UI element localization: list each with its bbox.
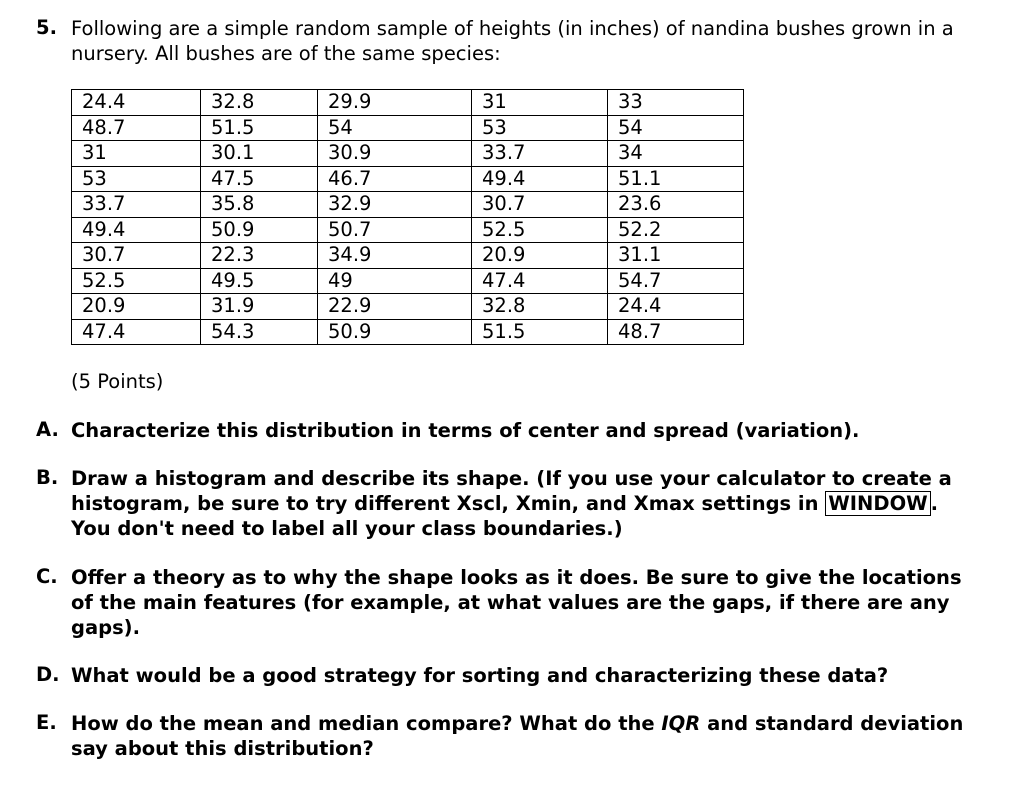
part-e-text-1: How do the mean and median compare? What do the (71, 712, 662, 735)
table-cell: 54 (318, 115, 472, 141)
table-cell: 22.9 (318, 294, 472, 320)
table-row (72, 90, 744, 116)
table-cell: 53 (72, 166, 201, 192)
table-row (72, 268, 744, 294)
table-row (72, 294, 744, 320)
table-row (72, 217, 744, 243)
table-cell: 52.5 (472, 217, 608, 243)
table-cell: 53 (472, 115, 608, 141)
table-cell: 51.5 (472, 319, 608, 345)
table-cell: 20.9 (472, 243, 608, 269)
table-row (72, 115, 744, 141)
table-row (72, 166, 744, 192)
table-cell: 32.9 (318, 192, 472, 218)
part-a-letter: A. (36, 418, 59, 441)
table-cell: 35.8 (201, 192, 318, 218)
table-cell: 24.4 (608, 294, 744, 320)
table-cell: 31.1 (608, 243, 744, 269)
window-boxed-term: WINDOW (825, 491, 930, 516)
part-e-text (71, 711, 971, 761)
table-cell: 20.9 (72, 294, 201, 320)
table-cell: 30.7 (72, 243, 201, 269)
table-row (72, 192, 744, 218)
table-cell: 30.7 (472, 192, 608, 218)
table-cell: 23.6 (608, 192, 744, 218)
table-cell: 51.1 (608, 166, 744, 192)
table-cell: 52.2 (608, 217, 744, 243)
table-cell: 30.9 (318, 141, 472, 167)
table-cell: 49 (318, 268, 472, 294)
table-row (72, 243, 744, 269)
table-cell: 31 (72, 141, 201, 167)
table-cell: 32.8 (472, 294, 608, 320)
table-cell: 50.7 (318, 217, 472, 243)
table-cell: 49.4 (72, 217, 201, 243)
question-number: 5. (36, 16, 57, 39)
table-cell: 32.8 (201, 90, 318, 116)
table-cell: 31 (472, 90, 608, 116)
table-cell: 46.7 (318, 166, 472, 192)
table-cell: 33 (608, 90, 744, 116)
iqr-term: IQR (661, 712, 701, 735)
table-cell: 54.7 (608, 268, 744, 294)
part-c-letter: C. (36, 565, 58, 588)
table-cell: 30.1 (201, 141, 318, 167)
heights-table (71, 89, 744, 345)
table-cell: 33.7 (472, 141, 608, 167)
table-cell: 22.3 (201, 243, 318, 269)
table-cell: 24.4 (72, 90, 201, 116)
part-a-text: Characterize this distribution in terms of center and spread (variation). (71, 419, 860, 442)
part-d-letter: D. (36, 663, 60, 686)
table-cell: 29.9 (318, 90, 472, 116)
part-e-letter: E. (36, 711, 57, 734)
part-d-text: What would be a good strategy for sorting and characterizing these data? (71, 664, 889, 687)
table-cell: 52.5 (72, 268, 201, 294)
table-row (72, 141, 744, 167)
table-cell: 50.9 (318, 319, 472, 345)
part-b-text-2: . You don't need to label all your class boundaries.) (71, 492, 939, 540)
table-cell: 33.7 (72, 192, 201, 218)
table-cell: 54 (608, 115, 744, 141)
table-cell: 34.9 (318, 243, 472, 269)
part-c-text: Offer a theory as to why the shape looks as it does. Be sure to give the locations of the main features (for example, at what values are the gaps, if there are any gaps). (71, 566, 962, 639)
points-label: (5 Points) (71, 370, 164, 393)
table-cell: 50.9 (201, 217, 318, 243)
table-cell: 49.4 (472, 166, 608, 192)
question-text: Following are a simple random sample of heights (in inches) of nandina bushes grown in a nursery. All bushes are of the same species: (71, 17, 954, 65)
table-cell: 34 (608, 141, 744, 167)
part-b-letter: B. (36, 466, 59, 489)
part-b-text (71, 466, 971, 541)
table-cell: 49.5 (201, 268, 318, 294)
table-cell: 47.5 (201, 166, 318, 192)
table-cell: 31.9 (201, 294, 318, 320)
table-cell: 48.7 (72, 115, 201, 141)
part-e-text-2: and standard deviation say about this distribution? (71, 712, 964, 760)
table-row (72, 319, 744, 345)
part-b-text-1: Draw a histogram and describe its shape. (If you use your calculator to create a histogram, be sure to try different Xscl, Xmin, and Xmax settings in (71, 467, 952, 515)
table-cell: 51.5 (201, 115, 318, 141)
table-cell: 48.7 (608, 319, 744, 345)
table-cell: 54.3 (201, 319, 318, 345)
table-cell: 47.4 (72, 319, 201, 345)
table-cell: 47.4 (472, 268, 608, 294)
